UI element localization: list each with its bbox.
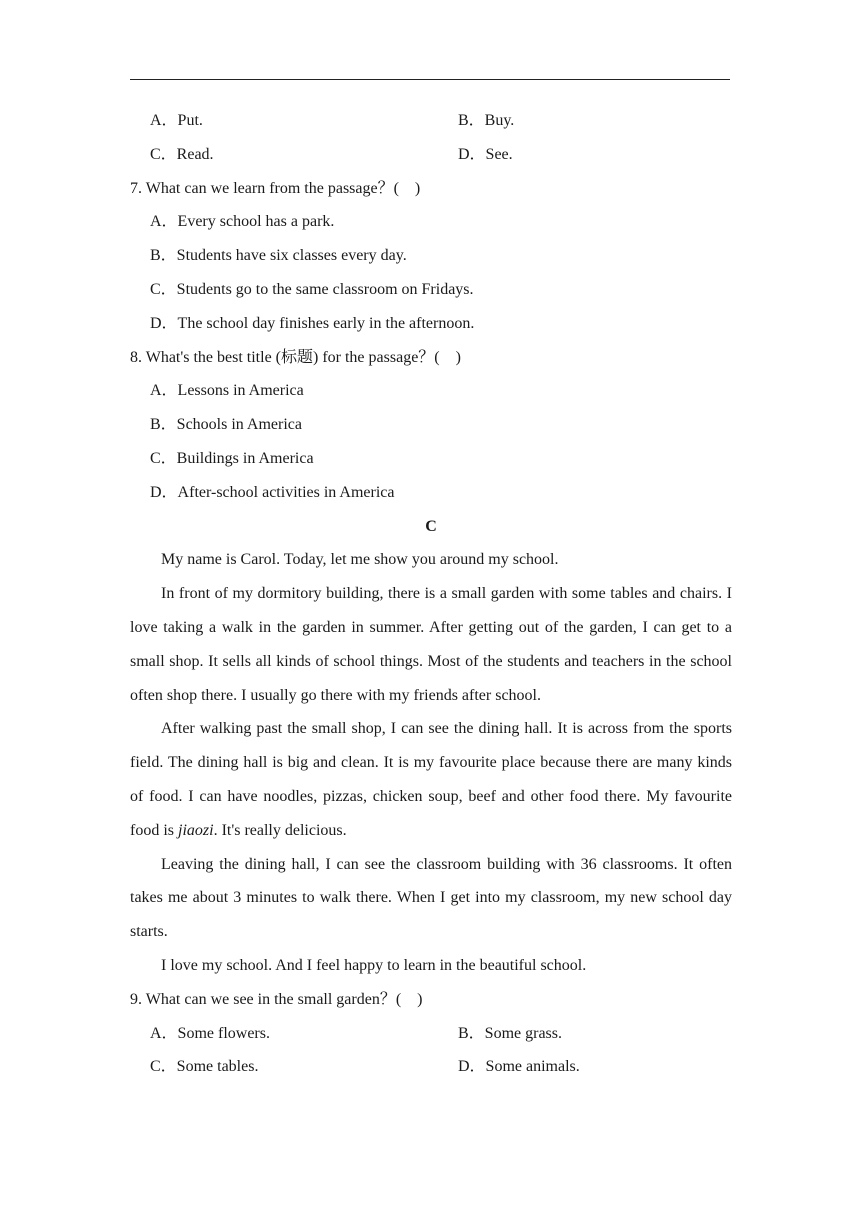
section-c-heading: C <box>425 517 437 535</box>
passage-p2-text: In front of my dormitory building, there is a small garden with some tables and chairs. I love taking a walk in the garden in summer. After getting out of the garden, I can get to a small shop. It sells all kinds of school things. Most of the students and teachers in the school often shop there. I usually go there with my friends after school. <box>130 585 732 704</box>
q7-option-a: A．Every school has a park. <box>150 213 335 231</box>
q6-option-d: D．See. <box>458 145 513 163</box>
q8-option-b: B．Schools in America <box>150 416 302 434</box>
q6-option-c: C．Read. <box>150 145 214 163</box>
passage-p3-part1: After walking past the small shop, I can see the dining hall. It is across from the sports field. The dining hall is big and clean. It is my favourite place because there are many kinds of food. I can have noodles, pizzas, chicken soup, beef and other food there. My favourite food is <box>130 720 732 839</box>
passage-paragraph-3 <box>130 712 732 847</box>
q8-question: 8. What's the best title (标题) for the passage？( ) <box>130 348 461 366</box>
q7-option-d: D．The school day finishes early in the afternoon. <box>150 314 475 332</box>
passage-paragraph-4 <box>130 848 732 949</box>
q9-options-row-2 <box>130 1050 732 1084</box>
q6-options-row-2 <box>130 138 732 172</box>
passage-paragraph-5 <box>130 949 732 983</box>
passage-paragraph-2 <box>130 577 732 712</box>
passage-p3-text <box>130 712 732 847</box>
q7-question: 7. What can we learn from the passage？( ) <box>130 179 421 197</box>
passage-p5-text: I love my school. And I feel happy to learn in the beautiful school. <box>161 956 587 974</box>
q9-question: 9. What can we see in the small garden？( ) <box>130 990 423 1008</box>
q7-option-b: B．Students have six classes every day. <box>150 247 407 265</box>
q7-option-c: C．Students go to the same classroom on Fridays. <box>150 280 474 298</box>
q9-option-a: A．Some flowers. <box>150 1024 270 1042</box>
passage-p4-text: Leaving the dining hall, I can see the classroom building with 36 classrooms. It often takes me about 3 minutes to walk there. When I get into my classroom, my new school day starts. <box>130 855 732 941</box>
document-body <box>130 104 732 1084</box>
header-rule <box>130 79 730 80</box>
q6-options-row-1 <box>130 104 732 138</box>
q8-option-d: D．After-school activities in America <box>150 483 395 501</box>
passage-p3-part2: . It's really delicious. <box>213 821 347 839</box>
q9-options-row-1 <box>130 1017 732 1051</box>
q6-option-a: A．Put. <box>150 112 203 129</box>
passage-p1-text: My name is Carol. Today, let me show you around my school. <box>161 551 559 569</box>
q8-option-a: A．Lessons in America <box>150 382 304 400</box>
q6-option-b: B．Buy. <box>458 112 515 129</box>
passage-p3-italic: jiaozi <box>178 821 214 839</box>
q9-option-c: C．Some tables. <box>150 1058 259 1076</box>
q8-option-c: C．Buildings in America <box>150 449 314 467</box>
q9-option-b: B．Some grass. <box>458 1024 563 1042</box>
passage-paragraph-1 <box>130 543 732 577</box>
q9-option-d: D．Some animals. <box>458 1058 580 1076</box>
